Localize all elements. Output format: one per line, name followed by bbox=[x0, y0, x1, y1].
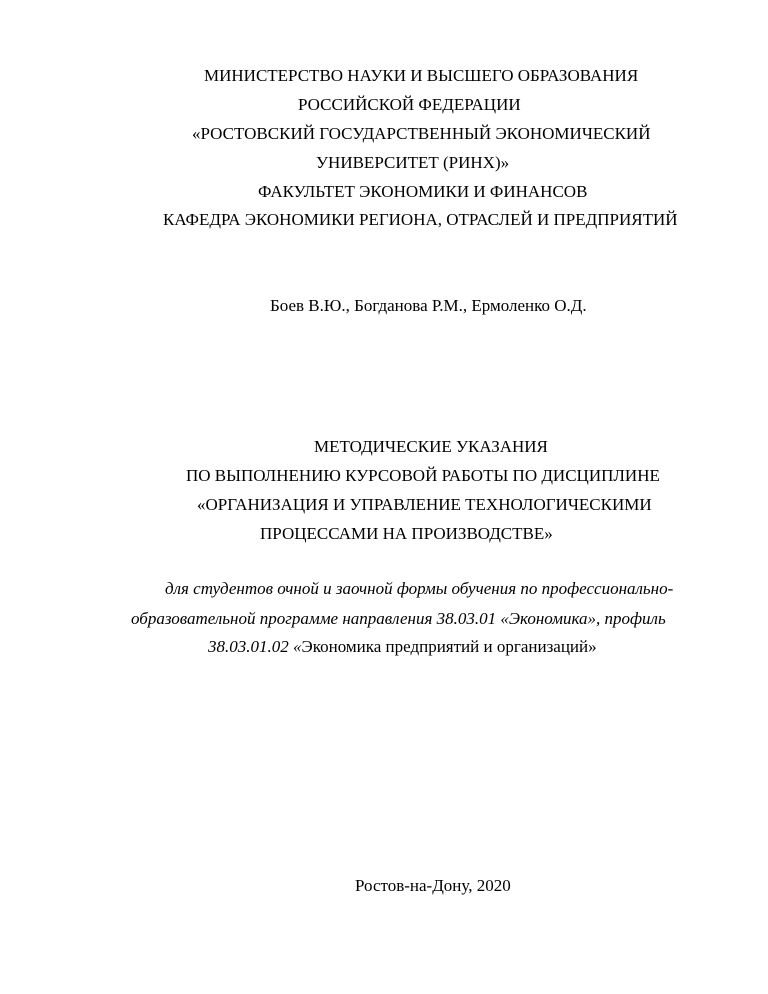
ministry-line-1: МИНИСТЕРСТВО НАУКИ И ВЫСШЕГО ОБРАЗОВАНИЯ bbox=[204, 66, 639, 85]
title-line-2: ПО ВЫПОЛНЕНИЮ КУРСОВОЙ РАБОТЫ ПО ДИСЦИПЛИНЕ bbox=[186, 466, 660, 485]
audience-line-2: образовательной программе направления 38.03.01 «Экономика», профиль bbox=[131, 609, 666, 628]
title-line-1: МЕТОДИЧЕСКИЕ УКАЗАНИЯ bbox=[314, 437, 548, 456]
profile-name: Экономика предприятий и организаций» bbox=[301, 637, 597, 656]
audience-line-1: для студентов очной и заочной формы обучения по профессионально- bbox=[165, 579, 674, 598]
title-line-3: «ОРГАНИЗАЦИЯ И УПРАВЛЕНИЕ ТЕХНОЛОГИЧЕСКИМИ bbox=[197, 495, 652, 514]
authors-line: Боев В.Ю., Богданова Р.М., Ермоленко О.Д. bbox=[270, 296, 587, 315]
title-line-4: ПРОЦЕССАМИ НА ПРОИЗВОДСТВЕ» bbox=[260, 524, 553, 543]
city-year: Ростов-на-Дону, 2020 bbox=[355, 876, 511, 895]
faculty-line: ФАКУЛЬТЕТ ЭКОНОМИКИ И ФИНАНСОВ bbox=[258, 182, 588, 201]
ministry-line-2: РОССИЙСКОЙ ФЕДЕРАЦИИ bbox=[298, 95, 521, 114]
profile-code: 38.03.01.02 « bbox=[208, 637, 302, 656]
audience-line-3 bbox=[208, 637, 597, 657]
department-line: КАФЕДРА ЭКОНОМИКИ РЕГИОНА, ОТРАСЛЕЙ И ПРЕДПРИЯТИЙ bbox=[163, 210, 678, 229]
university-line-1: «РОСТОВСКИЙ ГОСУДАРСТВЕННЫЙ ЭКОНОМИЧЕСКИЙ bbox=[192, 124, 651, 143]
university-line-2: УНИВЕРСИТЕТ (РИНХ)» bbox=[316, 153, 510, 172]
